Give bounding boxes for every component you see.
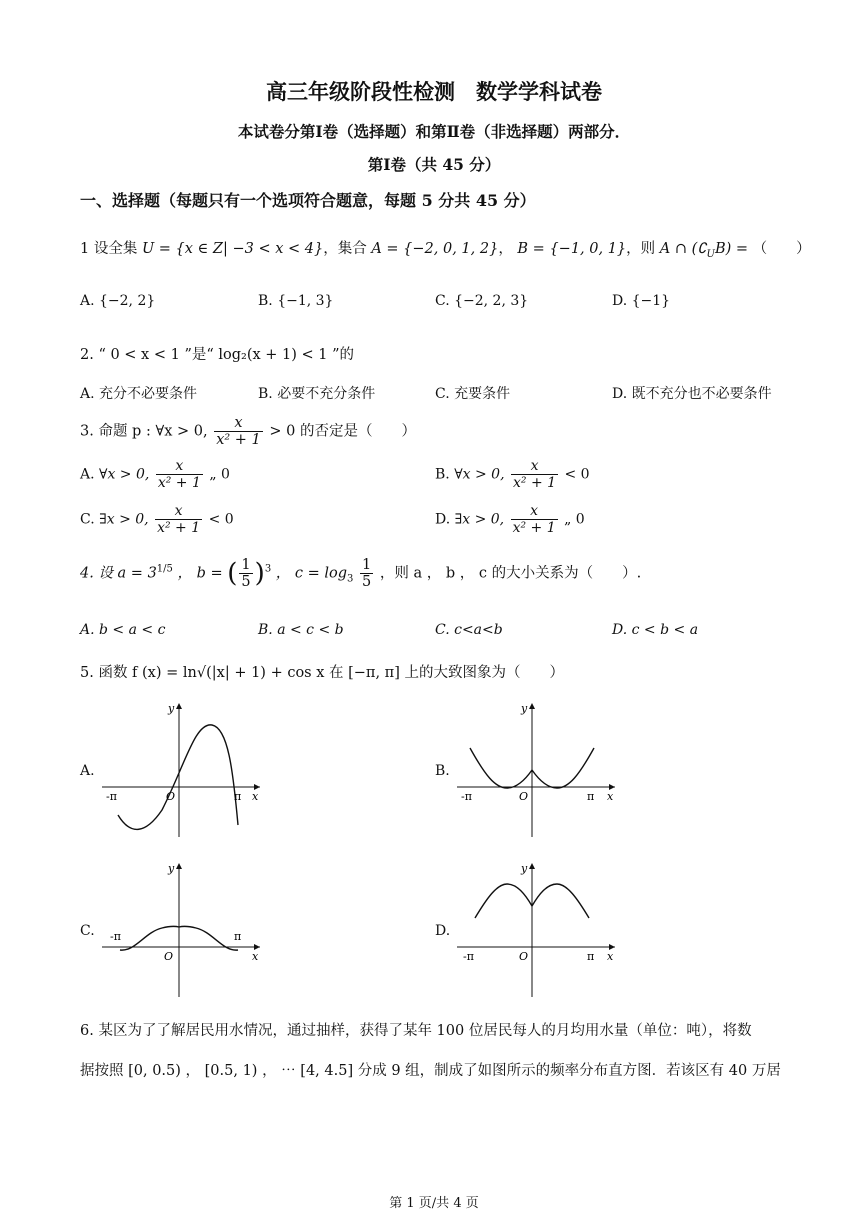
q4-c: ， c = log (275, 565, 348, 582)
q4-tail: ，则 a ， b ， c 的大小关系为（ ）. (379, 565, 642, 582)
question-4: 4. 设 $a = 3^{1/5}$ ， b = ( $\frac{1}{5}$ )$^3$ ， $c = \log_3$ $\frac{1}{5}$ ，则 a ， b ， c 的大小关系为（ ）. (80, 557, 642, 590)
graph-d (455, 860, 620, 1000)
q1-expr: A ∩ $(∁_UB)$ = (659, 241, 749, 260)
q4-option-a: A. b < a < c (80, 622, 166, 638)
q3-option-c: C. ∃x > 0, $\frac{x}{\text{x² + 1}}$ < 0 (80, 503, 234, 536)
q4-option-d: D. c < b < a (612, 622, 699, 638)
graph-b (455, 700, 620, 840)
graph-c-label: C. (80, 923, 95, 939)
question-2: 2. “ 0 < x < 1 ”是“ log₂(x + 1) < 1 ”的 (80, 347, 355, 363)
graph-b-neg-pi: -π (461, 790, 472, 803)
graph-a-origin: O (166, 790, 176, 803)
page-title: 高三年级阶段性检测 数学学科试卷 (266, 79, 602, 104)
graph-b-pos-pi: π (587, 790, 595, 803)
q3-stem-a: 3. 命题 p : ∀x > 0, (80, 423, 208, 440)
q4-b-fraction: $\frac{1}{5}$ (241, 557, 251, 590)
page-number: 第 1 页/共 4 页 (389, 1196, 479, 1211)
q1-text-c: ，则 (626, 241, 656, 257)
q1-text-b: ，集合 (323, 241, 367, 257)
q2-option-d: D. 既不充分也不必要条件 (612, 386, 772, 402)
question-6-line-2: 据按照 [0, 0.5) ， [0.5, 1) ， ⋯ [4, 4.5] 分成 9 组，制成了如图所示的频率分布直方图．若该区有 40 万居 (80, 1063, 781, 1079)
graph-a (100, 700, 265, 840)
graph-a-neg-pi: -π (106, 790, 117, 803)
q2-option-b: B. 必要不充分条件 (258, 386, 376, 402)
graph-c-pos-pi: π (234, 930, 242, 943)
graph-c (100, 860, 265, 1000)
part-heading: 第Ⅰ卷（共 45 分） (367, 155, 501, 174)
q1-paren: （ ） (752, 241, 811, 257)
q1-option-a: A. {−2, 2} (80, 293, 156, 309)
q4-b: ， b = (177, 565, 223, 582)
graph-c-x-label: x (252, 950, 259, 963)
q4-b-exponent: 3 (264, 563, 272, 575)
q1-sep: ， (498, 241, 513, 257)
q3-stem-b: > 0 的否定是（ ） (269, 423, 416, 440)
q1-option-c: C. {−2, 2, 3} (435, 293, 529, 309)
graph-c-y-label: y (168, 862, 175, 875)
q4-c-fraction: $\frac{1}{5}$ (362, 557, 372, 590)
graph-c-neg-pi: -π (110, 930, 121, 943)
question-1 (80, 237, 811, 260)
section-heading: 一、选择题（每题只有一个选项符合题意，每题 5 分共 45 分） (80, 191, 536, 210)
question-5: 5. 函数 f (x) = ln√(|x| + 1) + cos x 在 [−π, π] 上的大致图象为（ ） (80, 665, 564, 681)
graph-d-neg-pi: -π (463, 950, 474, 963)
graph-b-label: B. (435, 763, 450, 779)
q1-set-u: U = {x ∈ Z| −3 < x < 4} (141, 241, 324, 257)
q2-option-c: C. 充要条件 (435, 386, 511, 402)
q1-number: 1 (80, 241, 90, 257)
q4-option-c: C. c<a<b (435, 622, 503, 638)
graph-b-origin: O (519, 790, 529, 803)
graph-d-label: D. (435, 923, 451, 939)
graph-d-x-label: x (607, 950, 614, 963)
graph-b-y-label: y (521, 702, 528, 715)
graph-a-y-label: y (168, 702, 175, 715)
question-6-line-1: 6. 某区为了了解居民用水情况，通过抽样，获得了某年 100 位居民每人的月均用水量（单位：吨），将数 (80, 1023, 752, 1039)
q4-option-b: B. a < c < b (258, 622, 344, 638)
q3-option-b: B. ∀x > 0, $\frac{x}{\text{x² + 1}}$ < 0 (435, 458, 590, 491)
graph-d-pos-pi: π (587, 950, 595, 963)
question-3 (80, 415, 416, 448)
q3-option-a: A. ∀x > 0, $\frac{x}{\text{x² + 1}}$ „ 0 (80, 458, 230, 491)
graph-b-x-label: x (607, 790, 614, 803)
graph-d-origin: O (519, 950, 529, 963)
q3-option-d: D. ∃x > 0, $\frac{x}{\text{x² + 1}}$ „ 0 (435, 503, 585, 536)
q4-a: 4. 设 a = 3 (80, 565, 157, 582)
graph-a-label: A. (80, 763, 95, 779)
q4-a-exponent: 1/5 (156, 563, 173, 575)
q1-set-b: B = {−1, 0, 1} (517, 241, 627, 257)
graph-a-x-label: x (252, 790, 259, 803)
q1-text-a: 设全集 (93, 241, 138, 257)
q3-fraction: $\frac{x}{\text{x² + 1}}$ (216, 415, 261, 448)
q2-option-a: A. 充分不必要条件 (80, 386, 198, 402)
exam-intro: 本试卷分第Ⅰ卷（选择题）和第Ⅱ卷（非选择题）两部分． (237, 122, 631, 141)
q1-option-d: D. {−1} (612, 293, 671, 309)
graph-d-y-label: y (521, 862, 528, 875)
graph-c-origin: O (164, 950, 174, 963)
q1-set-a: A = {−2, 0, 1, 2} (371, 241, 499, 257)
q1-option-b: B. {−1, 3} (258, 293, 334, 309)
graph-a-pos-pi: π (234, 790, 242, 803)
